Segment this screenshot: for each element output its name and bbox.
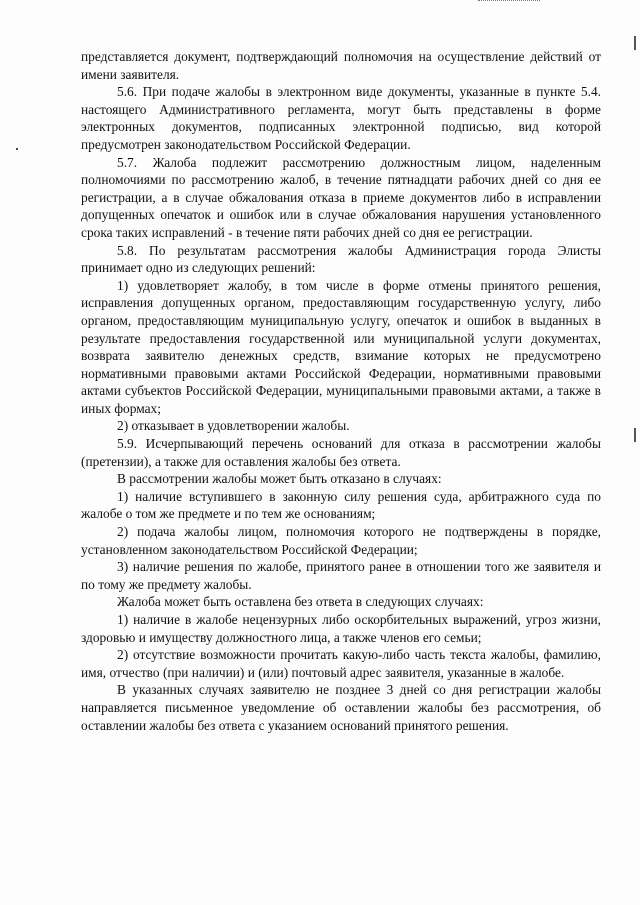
list-item-refusal-3: 3) наличие решения по жалобе, принятого ранее в отношении того же заявителя и по тому же предмету жалобы. xyxy=(81,559,601,592)
paragraph-5-8: 5.8. По результатам рассмотрения жалобы Администрация города Элисты принимает одно из следующих решений: xyxy=(81,242,601,276)
paragraph-5-6: 5.6. При подаче жалобы в электронном виде документы, указанные в пункте 5.4. настоящего Административного регламента, могут быть представлены в форме электронных документов, подписанных электронной подписью, вид которой предусмотрен законодательством Российской Федерации. xyxy=(81,84,601,152)
list-item-refusal-2: 2) подача жалобы лицом, полномочия которого не подтверждены в порядке, установленном законодательством Российской Федерации; xyxy=(81,524,601,557)
scan-artifact-top xyxy=(478,0,540,5)
list-item-5-8-2: 2) отказывает в удовлетворении жалобы. xyxy=(117,418,350,434)
paragraph-continuation: представляется документ, подтверждающий полномочия на осуществление действий от имени заявителя. xyxy=(81,49,601,82)
list-item-5-8-1: 1) удовлетворяет жалобу, в том числе в форме отмены принятого решения, исправления допущенных органом, предоставляющим государственную услугу, либо органом, предоставляющим муниципальную услугу, опечаток и ошибок в выданных в результате предоставления государственной или муниципальной услуги документах, возврата заявителю денежных средств, взимание которых не предусмотрено нормативными правовыми актами Российской Федерации, нормативными правовыми актами субъектов Российской Федерации, муниципальными правовыми актами, а также в иных формах; xyxy=(81,277,601,416)
scan-artifact-right-middle xyxy=(634,428,636,442)
list-item-no-answer-2: 2) отсутствие возможности прочитать какую-либо часть текста жалобы, фамилию, имя, отчество (при наличии) и (или) почтовый адрес заявителя, указанные в жалобе. xyxy=(81,647,601,680)
paragraph-5-7: 5.7. Жалоба подлежит рассмотрению должностным лицом, наделенным полномочиями по рассмотрению жалоб, в течение пятнадцати рабочих дней со дня ее регистрации, а в случае обжалования отказа в приеме документов либо в исправлении допущенных опечаток и ошибок или в случае обжалования нарушения установленного срока таких исправлений - в течение пяти рабочих дней со дня ее регистрации. xyxy=(81,154,601,240)
list-item-no-answer-1: 1) наличие в жалобе нецензурных либо оскорбительных выражений, угроз жизни, здоровью и имуществу должностного лица, а также членов его семьи; xyxy=(81,612,601,645)
paragraph-refusal-cases: В рассмотрении жалобы может быть отказано в случаях: xyxy=(117,471,442,487)
paragraph-notification: В указанных случаях заявителю не позднее 3 дней со дня регистрации жалобы направляется письменное уведомление об оставлении жалобы без рассмотрения, об оставлении жалобы без ответа с указанием оснований принятого решения. xyxy=(81,682,601,733)
scan-artifact-right-top xyxy=(634,36,636,50)
list-item-refusal-1: 1) наличие вступившего в законную силу решения суда, арбитражного суда по жалобе о том же предмете и по тем же основаниям; xyxy=(81,488,601,522)
document-body xyxy=(81,48,601,734)
paragraph-5-9: 5.9. Исчерпывающий перечень оснований для отказа в рассмотрении жалобы (претензии), а также для оставления жалобы без ответа. xyxy=(81,436,601,469)
scan-artifact-dot xyxy=(16,148,18,150)
paragraph-no-answer-cases: Жалоба может быть оставлена без ответа в следующих случаях: xyxy=(117,594,484,610)
